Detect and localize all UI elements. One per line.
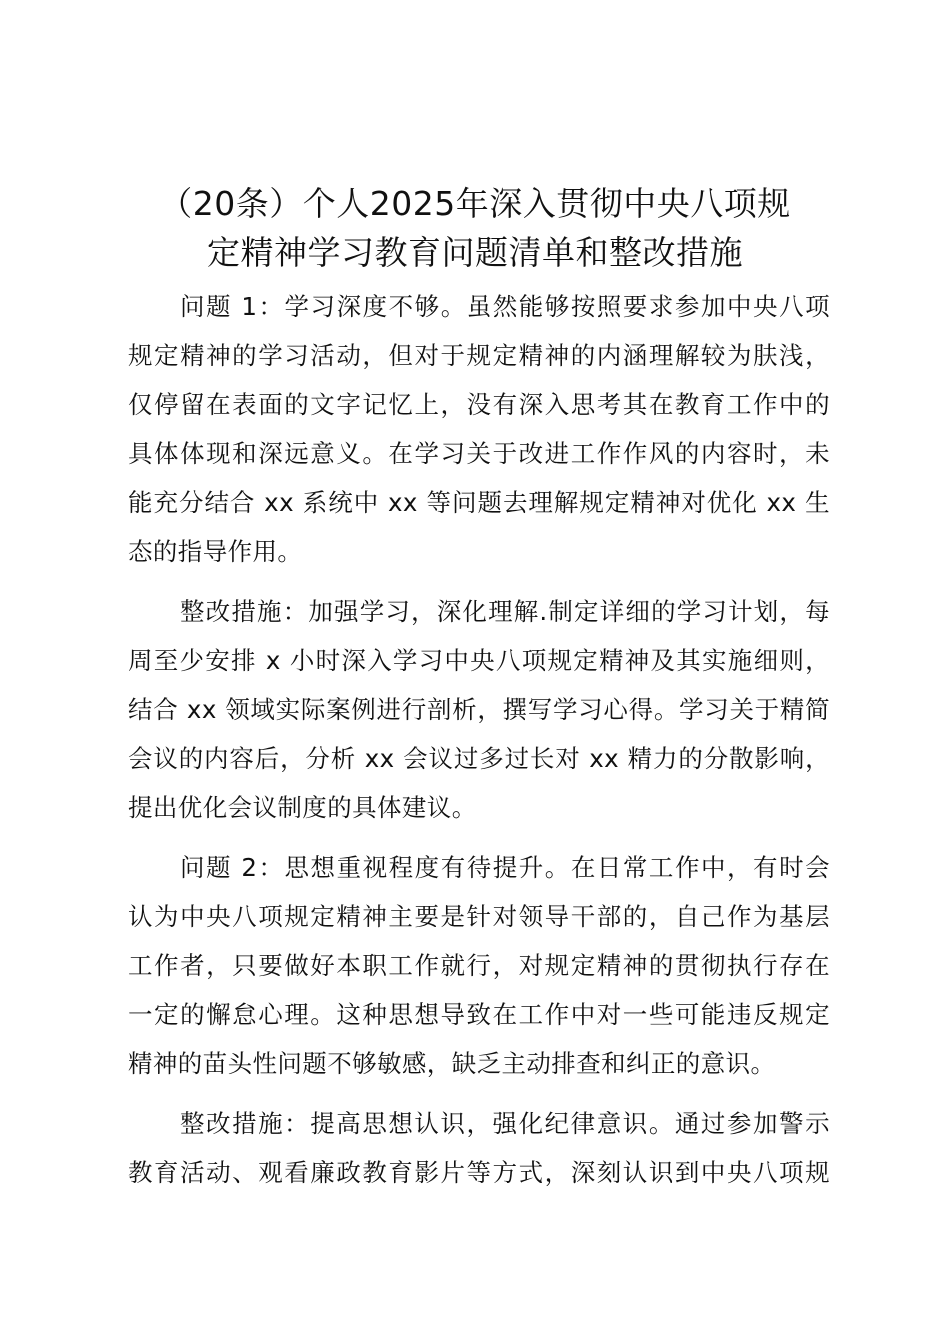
text-line: 能充分结合 xx 系统中 xx 等问题去理解规定精神对优化 xx 生: [128, 488, 830, 517]
document-title-line-2: 定精神学习教育问题清单和整改措施: [207, 233, 743, 272]
text-line: 会议的内容后，分析 xx 会议过多过长对 xx 精力的分散影响，: [128, 744, 830, 773]
document-title-line-1: （20条）个人2025年深入贯彻中央八项规: [159, 184, 791, 223]
text-line: 规定精神的学习活动，但对于规定精神的内涵理解较为肤浅，: [128, 341, 830, 370]
text-line: 仅停留在表面的文字记忆上，没有深入思考其在教育工作中的: [128, 390, 830, 419]
text-line: 认为中央八项规定精神主要是针对领导干部的，自己作为基层: [128, 902, 830, 931]
text-line: 一定的懈怠心理。这种思想导致在工作中对一些可能违反规定: [128, 1000, 830, 1029]
text-line: 教育活动、观看廉政教育影片等方式，深刻认识到中央八项规: [128, 1158, 830, 1187]
text-line: 问题 1：学习深度不够。虽然能够按照要求参加中央八项: [180, 292, 830, 321]
text-line: 具体体现和深远意义。在学习关于改进工作作风的内容时，未: [128, 439, 830, 468]
text-line: 整改措施：提高思想认识，强化纪律意识。通过参加警示: [180, 1109, 830, 1138]
text-line: 问题 2：思想重视程度有待提升。在日常工作中，有时会: [180, 853, 830, 882]
text-line: 提出优化会议制度的具体建议。: [128, 793, 477, 822]
paragraph-problem-1: [128, 282, 830, 576]
document-body: [128, 282, 830, 1208]
paragraph-measure-1: [128, 587, 830, 832]
text-line: 态的指导作用。: [128, 537, 303, 566]
text-line: 整改措施：加强学习，深化理解.制定详细的学习计划，每: [180, 597, 830, 626]
text-line: 周至少安排 x 小时深入学习中央八项规定精神及其实施细则，: [128, 646, 830, 675]
text-line: 结合 xx 领域实际案例进行剖析，撰写学习心得。学习关于精简: [128, 695, 830, 724]
paragraph-problem-2: [128, 843, 830, 1088]
text-line: 精神的苗头性问题不够敏感，缺乏主动排查和纠正的意识。: [128, 1049, 776, 1078]
paragraph-measure-2: [128, 1099, 830, 1197]
text-line: 工作者，只要做好本职工作就行，对规定精神的贯彻执行存在: [128, 951, 830, 980]
